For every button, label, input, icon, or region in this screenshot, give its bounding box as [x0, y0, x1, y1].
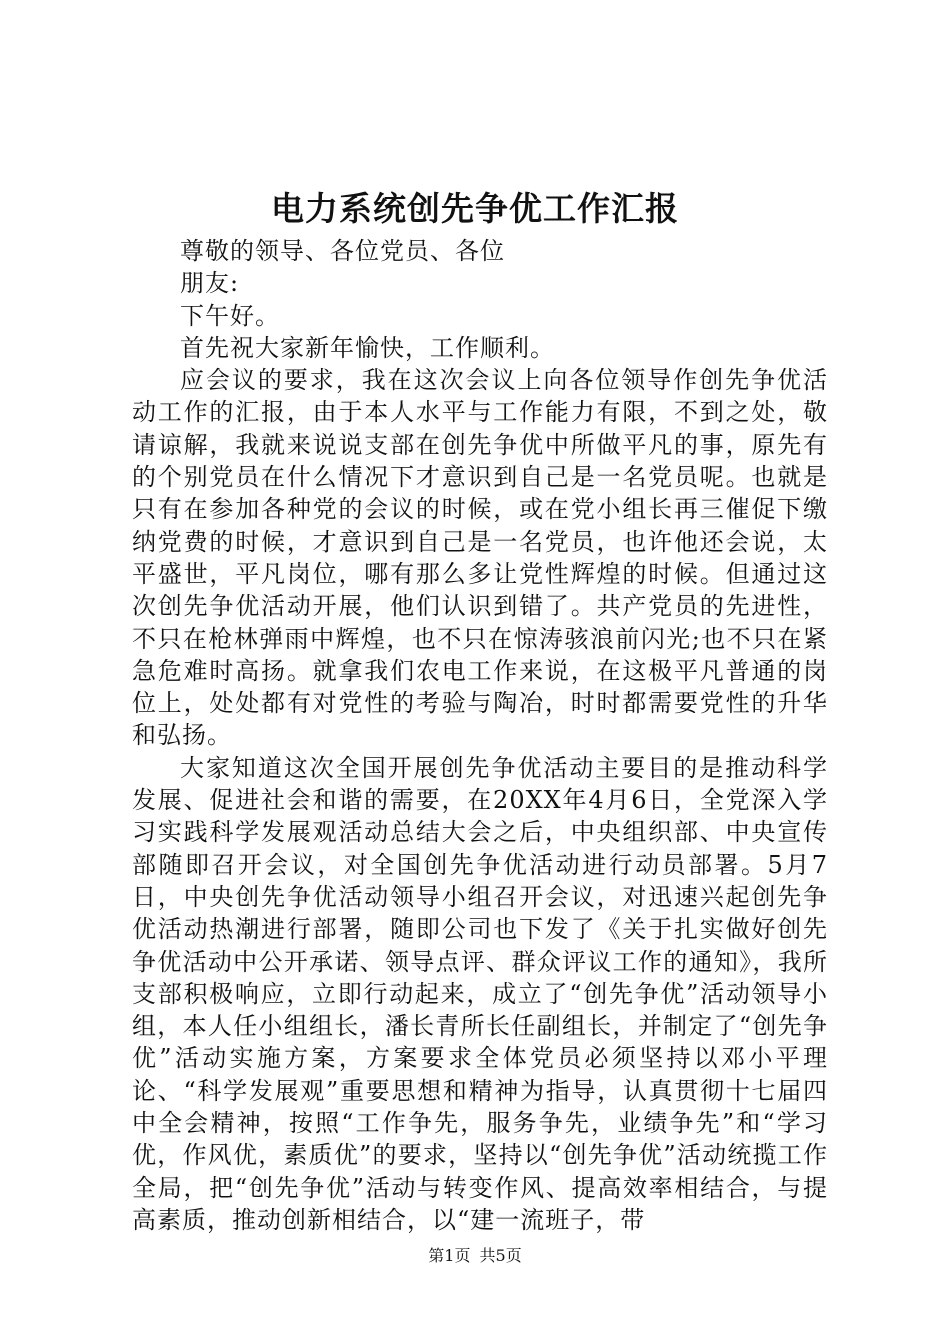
- salutation-line-2: 朋友:: [180, 269, 240, 298]
- document-body: [132, 235, 828, 1236]
- page-total: 共5页: [479, 1246, 522, 1265]
- document-title: 电力系统创先争优工作汇报: [271, 189, 679, 228]
- salutation-line: 尊敬的领导、各位党员、各位: [180, 237, 505, 265]
- page-footer: [0, 1244, 950, 1268]
- body-paragraph: 应会议的要求，我在这次会议上向各位领导作创先争优活动工作的汇报，由于本人水平与工作能力有限，不到之处，敬请谅解，我就来说说支部在创先争优中所做平凡的事，原先有的个别党员在什么情况下才意识到自己是一名党员呢。也就是只有在参加各种党的会议的时候，或在党小组长再三催促下缴纳党费的时候，才意识到自己是一名党员，也许他还会说，太平盛世，平凡岗位，哪有那么多让党性辉煌的时候。但通过这次创先争优活动开展，他们认识到错了。共产党员的先进性，不只在枪林弹雨中辉煌，也不只在惊涛骇浪前闪光;也不只在紧急危难时高扬。就拿我们农电工作来说，在这极平凡普通的岗位上，处处都有对党性的考验与陶冶，时时都需要党性的升华和弘扬。: [132, 366, 828, 750]
- page-number: 第1页: [428, 1246, 471, 1265]
- wishes-line: 首先祝大家新年愉快，工作顺利。: [180, 333, 555, 362]
- body-paragraph: 大家知道这次全国开展创先争优活动主要目的是推动科学发展、促进社会和谐的需要，在20XX年4月6日，全党深入学习实践科学发展观活动总结大会之后，中央组织部、中央宣传部随即召开会议，对全国创先争优活动进行动员部署。5月7日，中央创先争优活动领导小组召开会议，对迅速兴起创先争优活动热潮进行部署，随即公司也下发了《关于扎实做好创先争优活动中公开承诺、领导点评、群众评议工作的通知》，我所支部积极响应，立即行动起来，成立了“创先争优”活动领导小组，本人任小组组长，潘长青所长任副组长，并制定了“创先争优”活动实施方案，方案要求全体党员必须坚持以邓小平理论、“科学发展观”重要思想和精神为指导，认真贯彻十七届四中全会精神，按照“工作争先，服务争先，业绩争先”和“学习优，作风优，素质优”的要求，坚持以“创先争优”活动统揽工作全局，把“创先争优”活动与转变作风、提高效率相结合，与提高素质，推动创新相结合，以“建一流班子，带: [132, 753, 828, 1234]
- greeting-line: 下午好。: [180, 301, 280, 330]
